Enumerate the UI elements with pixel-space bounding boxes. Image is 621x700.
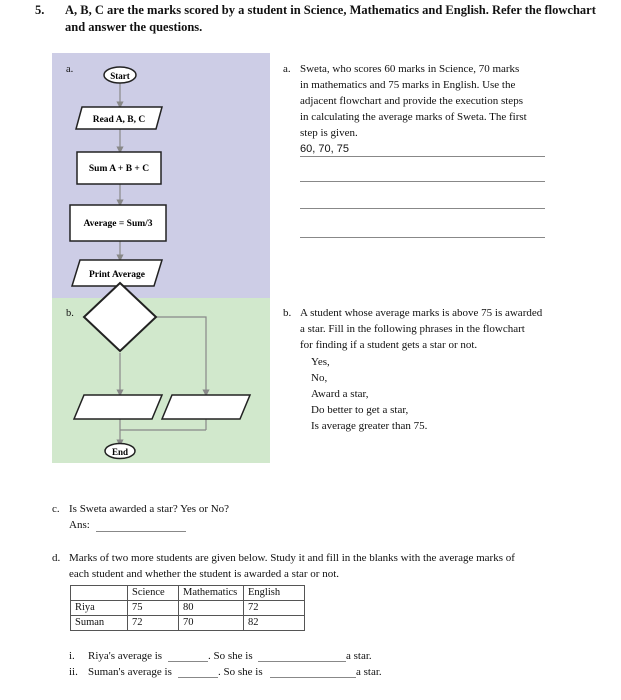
- fill-right: a star.: [346, 650, 372, 662]
- fill-blank[interactable]: [270, 677, 356, 678]
- start-label: Start: [110, 71, 130, 81]
- fill-blank[interactable]: [178, 677, 218, 678]
- fill-num: i.: [69, 650, 75, 662]
- part-b-line: A student whose average marks is above 75 is awarded: [300, 307, 543, 319]
- part-d-text: [69, 550, 559, 582]
- table-cell: Suman: [71, 616, 128, 631]
- phrase-item: Yes,: [311, 356, 330, 368]
- phrase-item: No,: [311, 372, 328, 384]
- fill-right: a star.: [356, 666, 382, 678]
- sum-label: Sum A + B + C: [88, 164, 150, 174]
- table-header: Science: [128, 586, 179, 601]
- marks-table: [70, 585, 305, 631]
- answer-line[interactable]: [300, 237, 545, 238]
- part-a-label: a.: [283, 63, 291, 75]
- fill-left: Riya's average is: [88, 650, 163, 662]
- average-label: Average = Sum/3: [83, 219, 153, 229]
- table-cell: 75: [128, 601, 179, 616]
- answer-line[interactable]: [300, 156, 545, 157]
- part-b-label: b.: [283, 307, 292, 319]
- table-cell: 82: [244, 616, 305, 631]
- part-c-answer-line[interactable]: [96, 531, 186, 532]
- table-row: [71, 616, 305, 631]
- part-a-answer: 60, 70, 75: [300, 143, 349, 155]
- part-c-label: c.: [52, 503, 60, 515]
- panel-b-label: b.: [66, 308, 74, 319]
- question-text: A, B, C are the marks scored by a student in Science, Mathematics and English. Refer the flowchart and answer the questions.: [65, 3, 596, 34]
- phrase-item: Do better to get a star,: [311, 404, 409, 416]
- table-cell: 72: [128, 616, 179, 631]
- table-header-row: [71, 586, 305, 601]
- answer-line[interactable]: [300, 181, 545, 182]
- part-a-line: in mathematics and 75 marks in English. Use the: [300, 79, 516, 91]
- table-header: English: [244, 586, 305, 601]
- phrase-item: Is average greater than 75.: [311, 420, 428, 432]
- print-label: Print Average: [88, 270, 146, 280]
- table-header: [71, 586, 128, 601]
- fill-mid: . So she is: [218, 666, 263, 678]
- question-number: 5.: [35, 3, 45, 17]
- part-a-line: adjacent flowchart and provide the execution steps: [300, 95, 523, 107]
- part-b-line: a star. Fill in the following phrases in the flowchart: [300, 323, 525, 335]
- part-a-line: in calculating the average marks of Sweta. The first: [300, 111, 527, 123]
- part-b-text: [300, 305, 565, 353]
- fill-mid: . So she is: [208, 650, 253, 662]
- table-cell: 70: [179, 616, 244, 631]
- phrase-item: Award a star,: [311, 388, 369, 400]
- fill-blank[interactable]: [258, 661, 346, 662]
- part-a-line: Sweta, who scores 60 marks in Science, 70 marks: [300, 63, 520, 75]
- phrase-list: [311, 354, 427, 434]
- table-header: Mathematics: [179, 586, 244, 601]
- part-d-line: Marks of two more students are given below. Study it and fill in the blanks with the average marks of: [69, 552, 515, 564]
- fill-num: ii.: [69, 666, 78, 678]
- part-d-label: d.: [52, 552, 61, 564]
- part-a-line: step is given.: [300, 127, 358, 139]
- fill-blank[interactable]: [168, 661, 208, 662]
- table-row: [71, 601, 305, 616]
- part-d-line: each student and whether the student is awarded a star or not.: [69, 568, 340, 580]
- table-cell: 72: [244, 601, 305, 616]
- flowchart: [52, 53, 270, 463]
- part-a-text: [300, 61, 560, 141]
- part-c-ans-label: Ans:: [69, 519, 90, 531]
- part-b-line: for finding if a student gets a star or not.: [300, 339, 478, 351]
- part-c-question: Is Sweta awarded a star? Yes or No?: [69, 503, 230, 515]
- answer-line[interactable]: [300, 208, 545, 209]
- fill-left: Suman's average is: [88, 666, 172, 678]
- panel-a-label: a.: [66, 64, 74, 75]
- table-cell: 80: [179, 601, 244, 616]
- question-title: [37, 2, 597, 36]
- table-cell: Riya: [71, 601, 128, 616]
- end-label: End: [111, 447, 129, 457]
- read-label: Read A, B, C: [92, 115, 146, 125]
